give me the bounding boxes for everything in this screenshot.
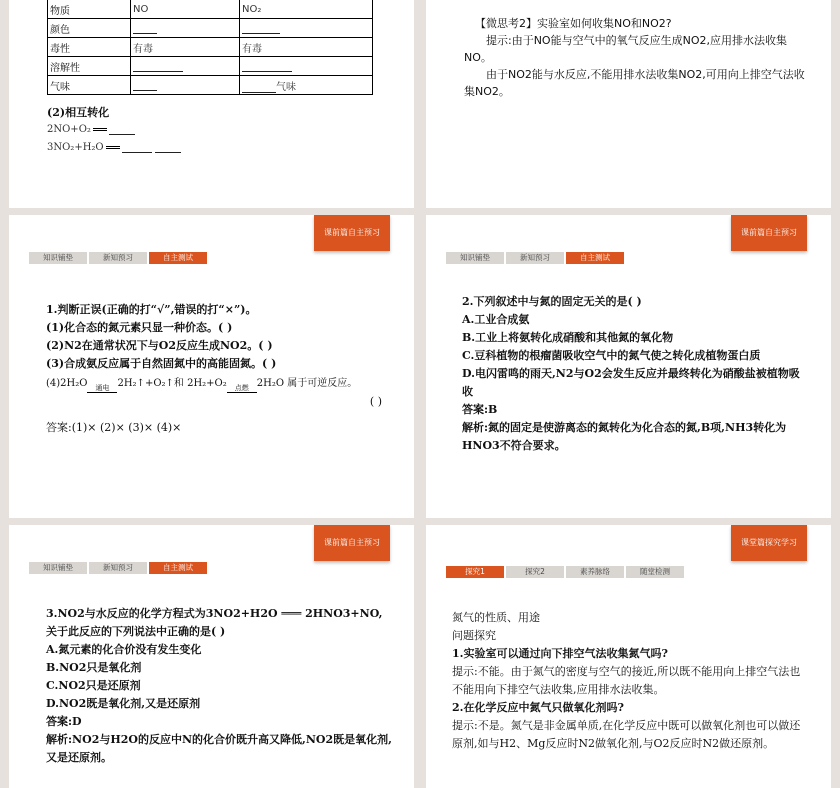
- slide-text: [464, 15, 811, 100]
- table-cell: [240, 57, 373, 76]
- answer-line: 答案:B: [462, 403, 498, 416]
- question-line: 3.NO2与水反应的化学方程式为3NO2+H2O ═══ 2HNO3+NO,关于此反应的下列说法中正确的是( ): [46, 607, 383, 638]
- equation-no2-h2o: [47, 142, 181, 153]
- section-tag: 课前篇自主预习: [314, 525, 390, 561]
- table-row: [48, 0, 373, 19]
- question-line: 2.在化学反应中氮气只做氧化剂吗?: [452, 701, 624, 714]
- odor-label: 气味: [276, 81, 296, 93]
- item-line: (2)N2在通常状况下与O2反应生成NO2。( ): [46, 339, 273, 352]
- option-line: D.电闪雷鸣的雨天,N2与O2会发生反应并最终转化为硝酸盐被植物吸收: [462, 367, 800, 398]
- tab-bar: [29, 252, 209, 264]
- table-row: [48, 19, 373, 38]
- table-cell: 颜色: [48, 19, 131, 38]
- table-cell: 有毒: [131, 38, 240, 57]
- condition-arrow: [227, 384, 257, 393]
- tab-knowledge-base[interactable]: 知识铺垫: [29, 562, 87, 574]
- table-cell: 溶解性: [48, 57, 131, 76]
- table-row: [48, 57, 373, 76]
- equation-part: 2H₂↑+O₂↑和 2H₂+O₂: [117, 378, 227, 389]
- condition-label: 点燃: [234, 384, 249, 392]
- tab-new-knowledge[interactable]: 新知预习: [89, 252, 147, 264]
- hint-line: 提示:由于NO能与空气中的氧气反应生成NO2,应用排水法收集NO。: [464, 34, 787, 64]
- table-row: [48, 38, 373, 57]
- tab-self-test[interactable]: 自主测试: [566, 252, 624, 264]
- tab-bar: [446, 252, 626, 264]
- slide-self-test-3: [9, 525, 414, 788]
- option-line: B.NO2只是氧化剂: [46, 661, 142, 674]
- tab-knowledge-base[interactable]: 知识铺垫: [29, 252, 87, 264]
- slide-text: [462, 293, 809, 455]
- tab-literacy[interactable]: 素养脉络: [566, 566, 624, 578]
- tab-bar: [29, 562, 209, 574]
- table-cell: NO: [131, 0, 240, 19]
- table-row: [48, 76, 373, 95]
- hint-line: 提示:不能。由于氮气的密度与空气的接近,所以既不能用向上排空气法也不能用向下排空气法收集,应用排水法收集。: [452, 665, 801, 696]
- section-tag: 课前篇自主预习: [314, 215, 390, 251]
- subtitle-interconversion: (2)相互转化: [47, 106, 110, 119]
- table-cell: NO₂: [240, 0, 373, 19]
- section-heading: 问题探究: [452, 629, 496, 642]
- tab-explore-1[interactable]: 探究1: [446, 566, 504, 578]
- slide-micro-thinking-2: [426, 0, 831, 208]
- tab-self-test[interactable]: 自主测试: [149, 562, 207, 574]
- answer-paren: ( ): [369, 395, 382, 408]
- slide-no-no2-properties: [9, 0, 414, 208]
- table-cell: [131, 57, 240, 76]
- table-cell: 毒性: [48, 38, 131, 57]
- slide-self-test-2: [426, 215, 831, 518]
- item-line: [46, 375, 390, 393]
- slide-text: [46, 301, 390, 437]
- table-cell: 气味: [48, 76, 131, 95]
- equation-part: (4)2H₂O: [46, 378, 88, 389]
- condition-label: 通电: [95, 384, 110, 392]
- slide-text: [46, 605, 392, 767]
- answer-line: 答案:(1)× (2)× (3)× (4)×: [46, 421, 182, 434]
- slide-text: [452, 609, 809, 753]
- table-cell: [240, 76, 373, 95]
- tab-self-test[interactable]: 自主测试: [149, 252, 207, 264]
- topic-heading: 氮气的性质、用途: [452, 611, 540, 624]
- section-tag: 课堂篇探究学习: [731, 525, 807, 561]
- option-line: A.氮元素的化合价没有发生变化: [46, 643, 202, 656]
- item-line: (1)化合态的氮元素只显一种价态。( ): [46, 321, 233, 334]
- option-line: B.工业上将氨转化成硝酸和其他氮的氧化物: [462, 331, 674, 344]
- table-cell: [131, 76, 240, 95]
- option-line: C.NO2只是还原剂: [46, 679, 141, 692]
- slide-explore-nitrogen: [426, 525, 831, 788]
- properties-table: [47, 0, 373, 95]
- equation-part: 2H₂O 属于可逆反应。: [256, 378, 358, 389]
- option-line: D.NO2既是氧化剂,又是还原剂: [46, 697, 201, 710]
- table-cell: [131, 19, 240, 38]
- tab-new-knowledge[interactable]: 新知预习: [506, 252, 564, 264]
- question-line: 1.判断正误(正确的打“√”,错误的打“×”)。: [46, 303, 257, 316]
- item-line: (3)合成氨反应属于自然固氮中的高能固氮。( ): [46, 357, 277, 370]
- option-line: C.豆科植物的根瘤菌吸收空气中的氮气使之转化成植物蛋白质: [462, 349, 761, 362]
- tab-knowledge-base[interactable]: 知识铺垫: [446, 252, 504, 264]
- answer-line: 答案:D: [46, 715, 82, 728]
- question-line: 1.实验室可以通过向下排空气法收集氮气吗?: [452, 647, 668, 660]
- equation-reactants: 2NO+O₂: [47, 124, 91, 135]
- table-cell: 物质: [48, 0, 131, 19]
- question-line: 【微思考2】实验室如何收集NO和NO2?: [475, 17, 672, 30]
- hint-line: 提示:不是。氮气是非金属单质,在化学反应中既可以做氧化剂也可以做还原剂,如与H2、Mg反应时N2做氧化剂,与O2反应时N2做还原剂。: [452, 719, 801, 750]
- explanation-line: 解析:氮的固定是使游离态的氮转化为化合态的氮,B项,NH3转化为HNO3不符合要求。: [462, 421, 787, 452]
- tab-new-knowledge[interactable]: 新知预习: [89, 562, 147, 574]
- tab-bar: [446, 566, 686, 578]
- slide-self-test-1: [9, 215, 414, 518]
- hint-line: 由于NO2能与水反应,不能用排水法收集NO2,可用向上排空气法收集NO2。: [464, 68, 805, 98]
- explanation-line: 解析:NO2与H2O的反应中N的化合价既升高又降低,NO2既是氧化剂,又是还原剂。: [46, 733, 392, 764]
- tab-quiz[interactable]: 随堂检测: [626, 566, 684, 578]
- equation-reactants: 3NO₂+H₂O: [47, 142, 104, 153]
- equation-no-o2: [47, 124, 135, 135]
- tab-explore-2[interactable]: 探究2: [506, 566, 564, 578]
- option-line: A.工业合成氨: [462, 313, 530, 326]
- table-cell: [240, 19, 373, 38]
- section-tag: 课前篇自主预习: [731, 215, 807, 251]
- table-cell: 有毒: [240, 38, 373, 57]
- question-line: 2.下列叙述中与氮的固定无关的是( ): [462, 295, 642, 308]
- condition-arrow: [87, 384, 117, 393]
